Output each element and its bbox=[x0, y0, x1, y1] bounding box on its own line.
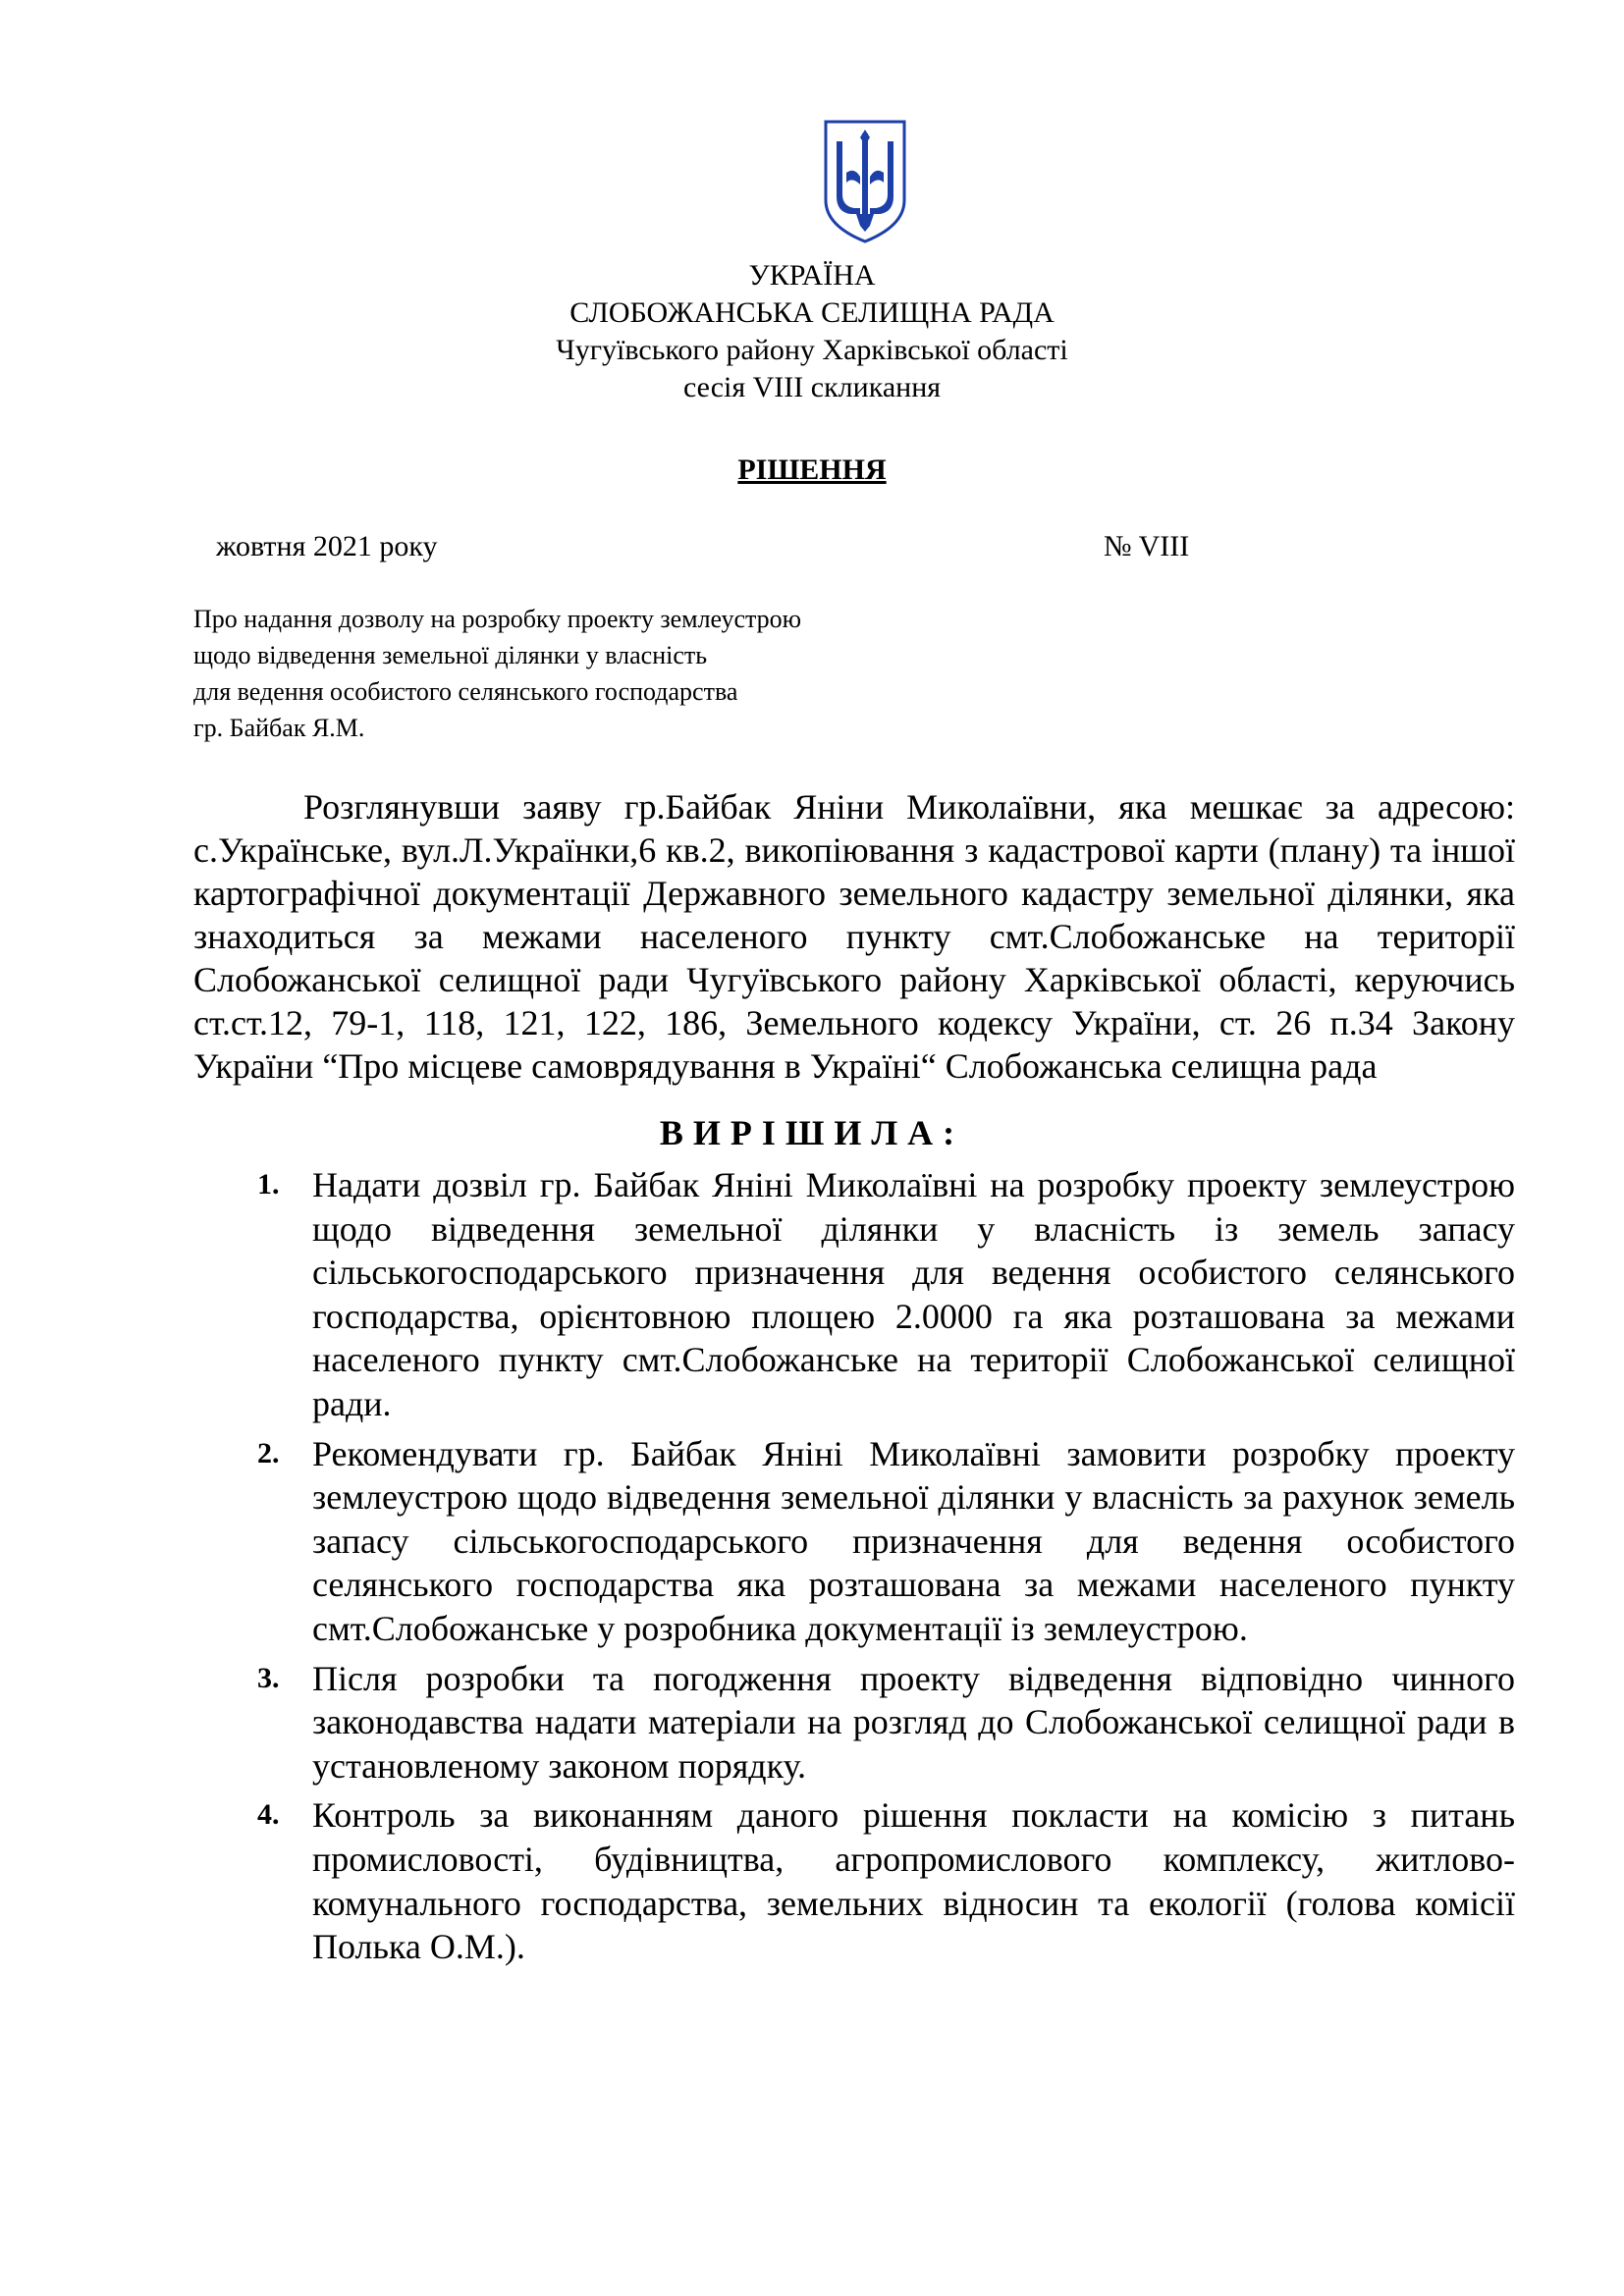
item-text: Надати дозвіл гр. Байбак Яніні Миколаївні на розробку проекту землеустрою щодо відведення земельної ділянки у власність із земель запасу сільськогосподарського призначення для ведення особистого селянського господарства, орієнтовною площею 2.0000 га яка розташована за межами населеного пункту смт.Слобожанське на території Слобожанської селищної ради. bbox=[312, 1165, 1515, 1423]
document-date: жовтня 2021 року bbox=[216, 530, 438, 562]
subject-line: гр. Байбак Я.М. bbox=[193, 714, 365, 742]
decision-item bbox=[257, 1793, 1515, 1968]
session-name: сесія VIII скликання bbox=[682, 371, 942, 403]
document-number: № VIII bbox=[1104, 530, 1190, 562]
country-name: УКРАЇНА bbox=[748, 259, 876, 292]
subject-line: щодо відведення земельної ділянки у власність bbox=[193, 641, 708, 669]
item-number: 1. bbox=[257, 1168, 280, 1201]
subject-line: Про надання дозволу на розробку проекту землеустрою bbox=[193, 605, 802, 633]
council-name: СЛОБОЖАНСЬКА СЕЛИЩНА РАДА bbox=[569, 296, 1055, 329]
decided-heading: ВИРІШИЛА: bbox=[659, 1113, 965, 1152]
item-text: Після розробки та погодження проекту відведення відповідно чинного законодавства надати матеріали на розгляд до Слобожанської селищної ради в установленому законом порядку. bbox=[312, 1658, 1515, 1786]
coat-of-arms-of-ukraine-icon bbox=[821, 116, 909, 245]
preamble-paragraph bbox=[193, 785, 1515, 1088]
item-number: 4. bbox=[257, 1798, 280, 1832]
decision-item bbox=[257, 1657, 1515, 1789]
district-name: Чугуївського району Харківської області bbox=[556, 334, 1068, 366]
decision-item bbox=[257, 1432, 1515, 1651]
preamble-text: Розглянувши заяву гр.Байбак Яніни Миколаївни, яка мешкає за адресою: с.Українське, вул.Л.Українки,6 кв.2, викопіювання з кадастрової карти (плану) та іншої картографічної документації Державного земельного кадастру земельної ділянки, яка знаходиться за межами населеного пункту смт.Слобожанське на території Слобожанської селищної ради Чугуївського району Харківської області, керуючись ст.ст.12, 79-1, 118, 121, 122, 186, Земельного кодексу України, ст. 26 п.34 Закону України “Про місцеве самоврядування в Україні“ Слобожанська селищна рада bbox=[193, 787, 1515, 1086]
document-title: РІШЕННЯ bbox=[737, 454, 887, 486]
document-header bbox=[0, 257, 1624, 406]
decision-item bbox=[257, 1163, 1515, 1426]
decision-items bbox=[257, 1163, 1515, 1975]
subject-line: для ведення особистого селянського господарства bbox=[193, 677, 738, 706]
item-number: 2. bbox=[257, 1436, 280, 1469]
item-text: Контроль за виконанням даного рішення покласти на комісію з питань промисловості, будівництва, агропромислового комплексу, житлово-комунального господарства, земельних відносин та екології (голова комісії Полька О.М.). bbox=[312, 1795, 1515, 1967]
document-subject bbox=[193, 601, 801, 746]
item-text: Рекомендувати гр. Байбак Яніні Миколаївні замовити розробку проекту землеустрою щодо відведення земельної ділянки у власність за рахунок земель запасу сільськогосподарського призначення для ведення особистого селянського господарства яка розташована за межами населеного пункту смт.Слобожанське у розробника документації із землеустрою. bbox=[312, 1433, 1515, 1648]
item-number: 3. bbox=[257, 1661, 280, 1694]
